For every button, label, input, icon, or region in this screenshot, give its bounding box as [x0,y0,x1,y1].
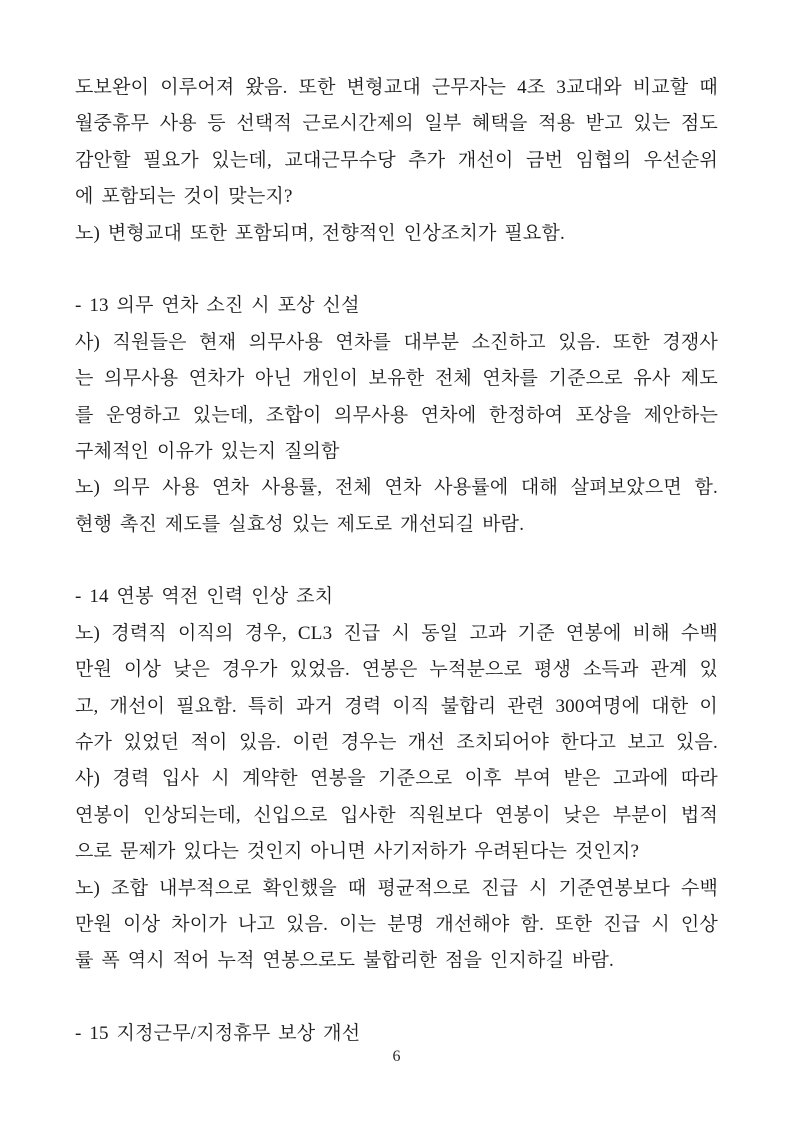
text-line: 도보완이 이루어져 왔음. 또한 변형교대 근무자는 4조 3교대와 비교할 때 [75,77,718,98]
text-line: 연봉이 인상되는데, 신입으로 입사한 직원보다 연봉이 낮은 부분이 법적 [75,804,718,826]
text-line: 를 운영하고 있는데, 조합이 의무사용 연차에 한정하여 포상을 제안하는 [75,404,718,426]
page-number: 6 [392,1048,401,1065]
text-line: 만원 이상 차이가 나고 있음. 이는 분명 개선해야 함. 또한 진급 시 인상 [75,913,718,935]
blank-line [75,252,718,288]
text-line: 사) 직원들은 현재 의무사용 연차를 대부분 소진하고 있음. 또한 경쟁사 [75,331,718,353]
blank-line [75,543,718,579]
text-line: 노) 경력직 이직의 경우, CL3 진급 시 동일 고과 기준 연봉에 비해 수백 [75,622,718,644]
text-line: 만원 이상 낮은 경우가 있었음. 연봉은 누적분으로 평생 소득과 관계 있 [75,659,718,681]
text-line: 으로 문제가 있다는 것인지 아니면 사기저하가 우려된다는 것인지? [75,841,640,863]
blank-line [75,980,718,1016]
text-line: 노) 의무 사용 연차 사용률, 전체 연차 사용률에 대해 살펴보았으면 함. [75,477,718,499]
text-line: 사) 경력 입사 시 계약한 연봉을 기준으로 이후 부여 받은 고과에 따라 [75,768,718,790]
text-line: 현행 촉진 제도를 실효성 있는 제도로 개선되길 바람. [75,513,525,535]
text-line: 노) 변형교대 또한 포함되며, 전향적인 인상조치가 필요함. [75,222,565,244]
text-line: 구체적인 이유가 있는지 질의함 [75,440,340,462]
text-line: 월중휴무 사용 등 선택적 근로시간제의 일부 혜택을 적용 받고 있는 점도 [75,113,718,135]
section-heading: - 13 의무 연차 소진 시 포상 신설 [75,295,360,317]
text-line: 에 포함되는 것이 맞는지? [75,186,293,208]
text-line: 슈가 있었던 적이 있음. 이런 경우는 개선 조치되어야 한다고 보고 있음. [75,732,718,754]
text-line: 고, 개선이 필요함. 특히 과거 경력 이직 불합리 관련 300여명에 대한 이 [75,695,718,717]
section-heading: - 14 연봉 역전 인력 인상 조치 [75,586,334,608]
text-line: 률 폭 역시 적어 누적 연봉으로도 불합리한 점을 인지하길 바람. [75,950,615,972]
text-block [75,70,718,1053]
text-line: 는 의무사용 연차가 아닌 개인이 보유한 전체 연차를 기준으로 유사 제도 [75,368,718,390]
section-heading: - 15 지정근무/지정휴무 보상 개선 [75,1023,361,1045]
text-line: 감안할 필요가 있는데, 교대근무수당 추가 개선이 금번 임협의 우선순위 [75,149,718,171]
text-line: 노) 조합 내부적으로 확인했을 때 평균적으로 진급 시 기준연봉보다 수백 [75,877,718,899]
